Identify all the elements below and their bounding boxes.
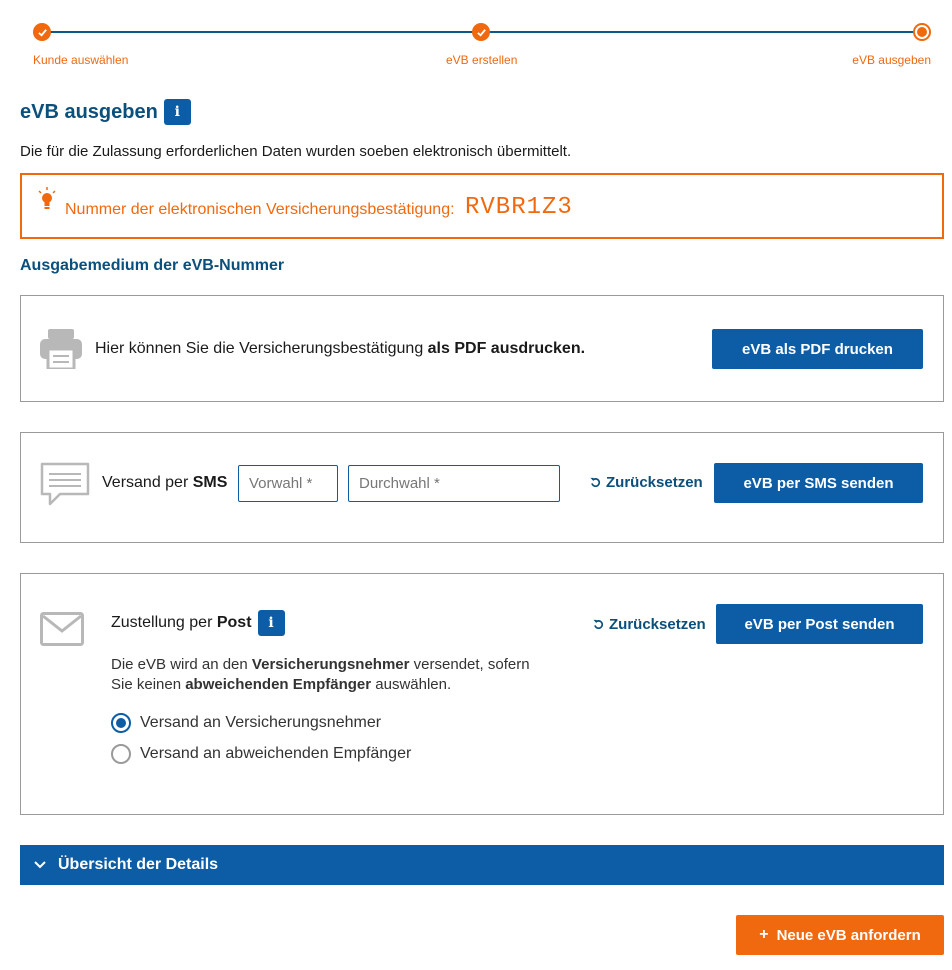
step-3-label: eVB ausgeben bbox=[852, 53, 931, 67]
print-pdf-button[interactable]: eVB als PDF drucken bbox=[712, 329, 923, 369]
pdf-card bbox=[20, 295, 944, 402]
post-desc-part-1: Die eVB wird an den bbox=[111, 656, 252, 673]
pdf-text-bold: als PDF ausdrucken. bbox=[427, 340, 586, 357]
details-accordion[interactable] bbox=[20, 845, 944, 885]
post-description bbox=[111, 655, 530, 695]
evb-number-value: RVBR1Z3 bbox=[465, 194, 573, 221]
section-title-medium: Ausgabemedium der eVB-Nummer bbox=[20, 257, 285, 274]
send-post-button[interactable]: eVB per Post senden bbox=[716, 604, 923, 644]
step-1-label[interactable]: Kunde auswählen bbox=[33, 53, 129, 67]
sms-number-input[interactable] bbox=[348, 465, 560, 502]
radio-policyholder[interactable] bbox=[111, 713, 381, 733]
chat-bubble-icon bbox=[40, 462, 90, 508]
radio-policyholder-button[interactable] bbox=[111, 713, 131, 733]
post-description-line-2 bbox=[111, 675, 530, 695]
post-card bbox=[20, 573, 944, 815]
post-desc-bold-2: abweichenden Empfänger bbox=[185, 676, 372, 693]
new-evb-button[interactable] bbox=[736, 915, 944, 955]
post-info-icon[interactable]: i bbox=[258, 610, 285, 636]
evb-number-label: Nummer der elektronischen Versicherungsbestätigung: bbox=[65, 201, 455, 218]
evb-number-box bbox=[20, 173, 944, 239]
post-label-prefix: Zustellung per bbox=[111, 614, 217, 631]
post-desc-part-2: versendet, sofern bbox=[409, 656, 530, 673]
new-evb-label: Neue eVB anfordern bbox=[776, 926, 921, 944]
progress-stepper bbox=[0, 0, 952, 80]
details-label: Übersicht der Details bbox=[58, 856, 219, 873]
page-title bbox=[20, 99, 191, 125]
info-icon[interactable]: i bbox=[164, 99, 191, 125]
radio-policyholder-label[interactable]: Versand an Versicherungsnehmer bbox=[140, 714, 382, 731]
lightbulb-icon bbox=[38, 187, 56, 211]
post-reset-label: Zurücksetzen bbox=[609, 616, 706, 633]
send-sms-button[interactable]: eVB per SMS senden bbox=[714, 463, 923, 503]
reset-icon bbox=[593, 619, 604, 630]
post-desc-part-3: Sie keinen bbox=[111, 676, 186, 693]
radio-other-recipient-label[interactable]: Versand an abweichenden Empfänger bbox=[140, 745, 412, 762]
plus-icon: + bbox=[759, 926, 769, 943]
chevron-down-icon bbox=[34, 861, 46, 869]
post-desc-part-4: auswählen. bbox=[371, 676, 452, 693]
step-1-check-icon bbox=[33, 23, 51, 41]
sms-reset-link[interactable] bbox=[590, 474, 703, 491]
printer-icon bbox=[40, 329, 82, 369]
pdf-text-prefix: Hier können Sie die Versicherungsbestätigung bbox=[95, 340, 428, 357]
sms-label-bold: SMS bbox=[192, 474, 228, 491]
sms-card bbox=[20, 432, 944, 543]
envelope-icon bbox=[40, 612, 84, 646]
radio-other-recipient[interactable] bbox=[111, 744, 411, 764]
pdf-text bbox=[95, 340, 585, 358]
post-description-line-1 bbox=[111, 655, 530, 675]
step-3-current-icon bbox=[913, 23, 931, 41]
sms-label-prefix: Versand per bbox=[102, 474, 193, 491]
sms-prefix-input[interactable] bbox=[238, 465, 338, 502]
intro-text: Die für die Zulassung erforderlichen Daten wurden soeben elektronisch übermittelt. bbox=[20, 143, 572, 160]
post-label-bold: Post bbox=[216, 614, 252, 631]
step-2-label[interactable]: eVB erstellen bbox=[446, 53, 518, 67]
reset-icon bbox=[590, 477, 601, 488]
radio-other-recipient-button[interactable] bbox=[111, 744, 131, 764]
step-2-check-icon bbox=[472, 23, 490, 41]
sms-label bbox=[102, 474, 227, 492]
post-desc-bold-1: Versicherungsnehmer bbox=[251, 656, 410, 673]
post-label bbox=[111, 610, 285, 636]
sms-reset-label: Zurücksetzen bbox=[606, 474, 703, 491]
post-reset-link[interactable] bbox=[593, 616, 706, 633]
page-title-text: eVB ausgeben bbox=[20, 100, 158, 123]
